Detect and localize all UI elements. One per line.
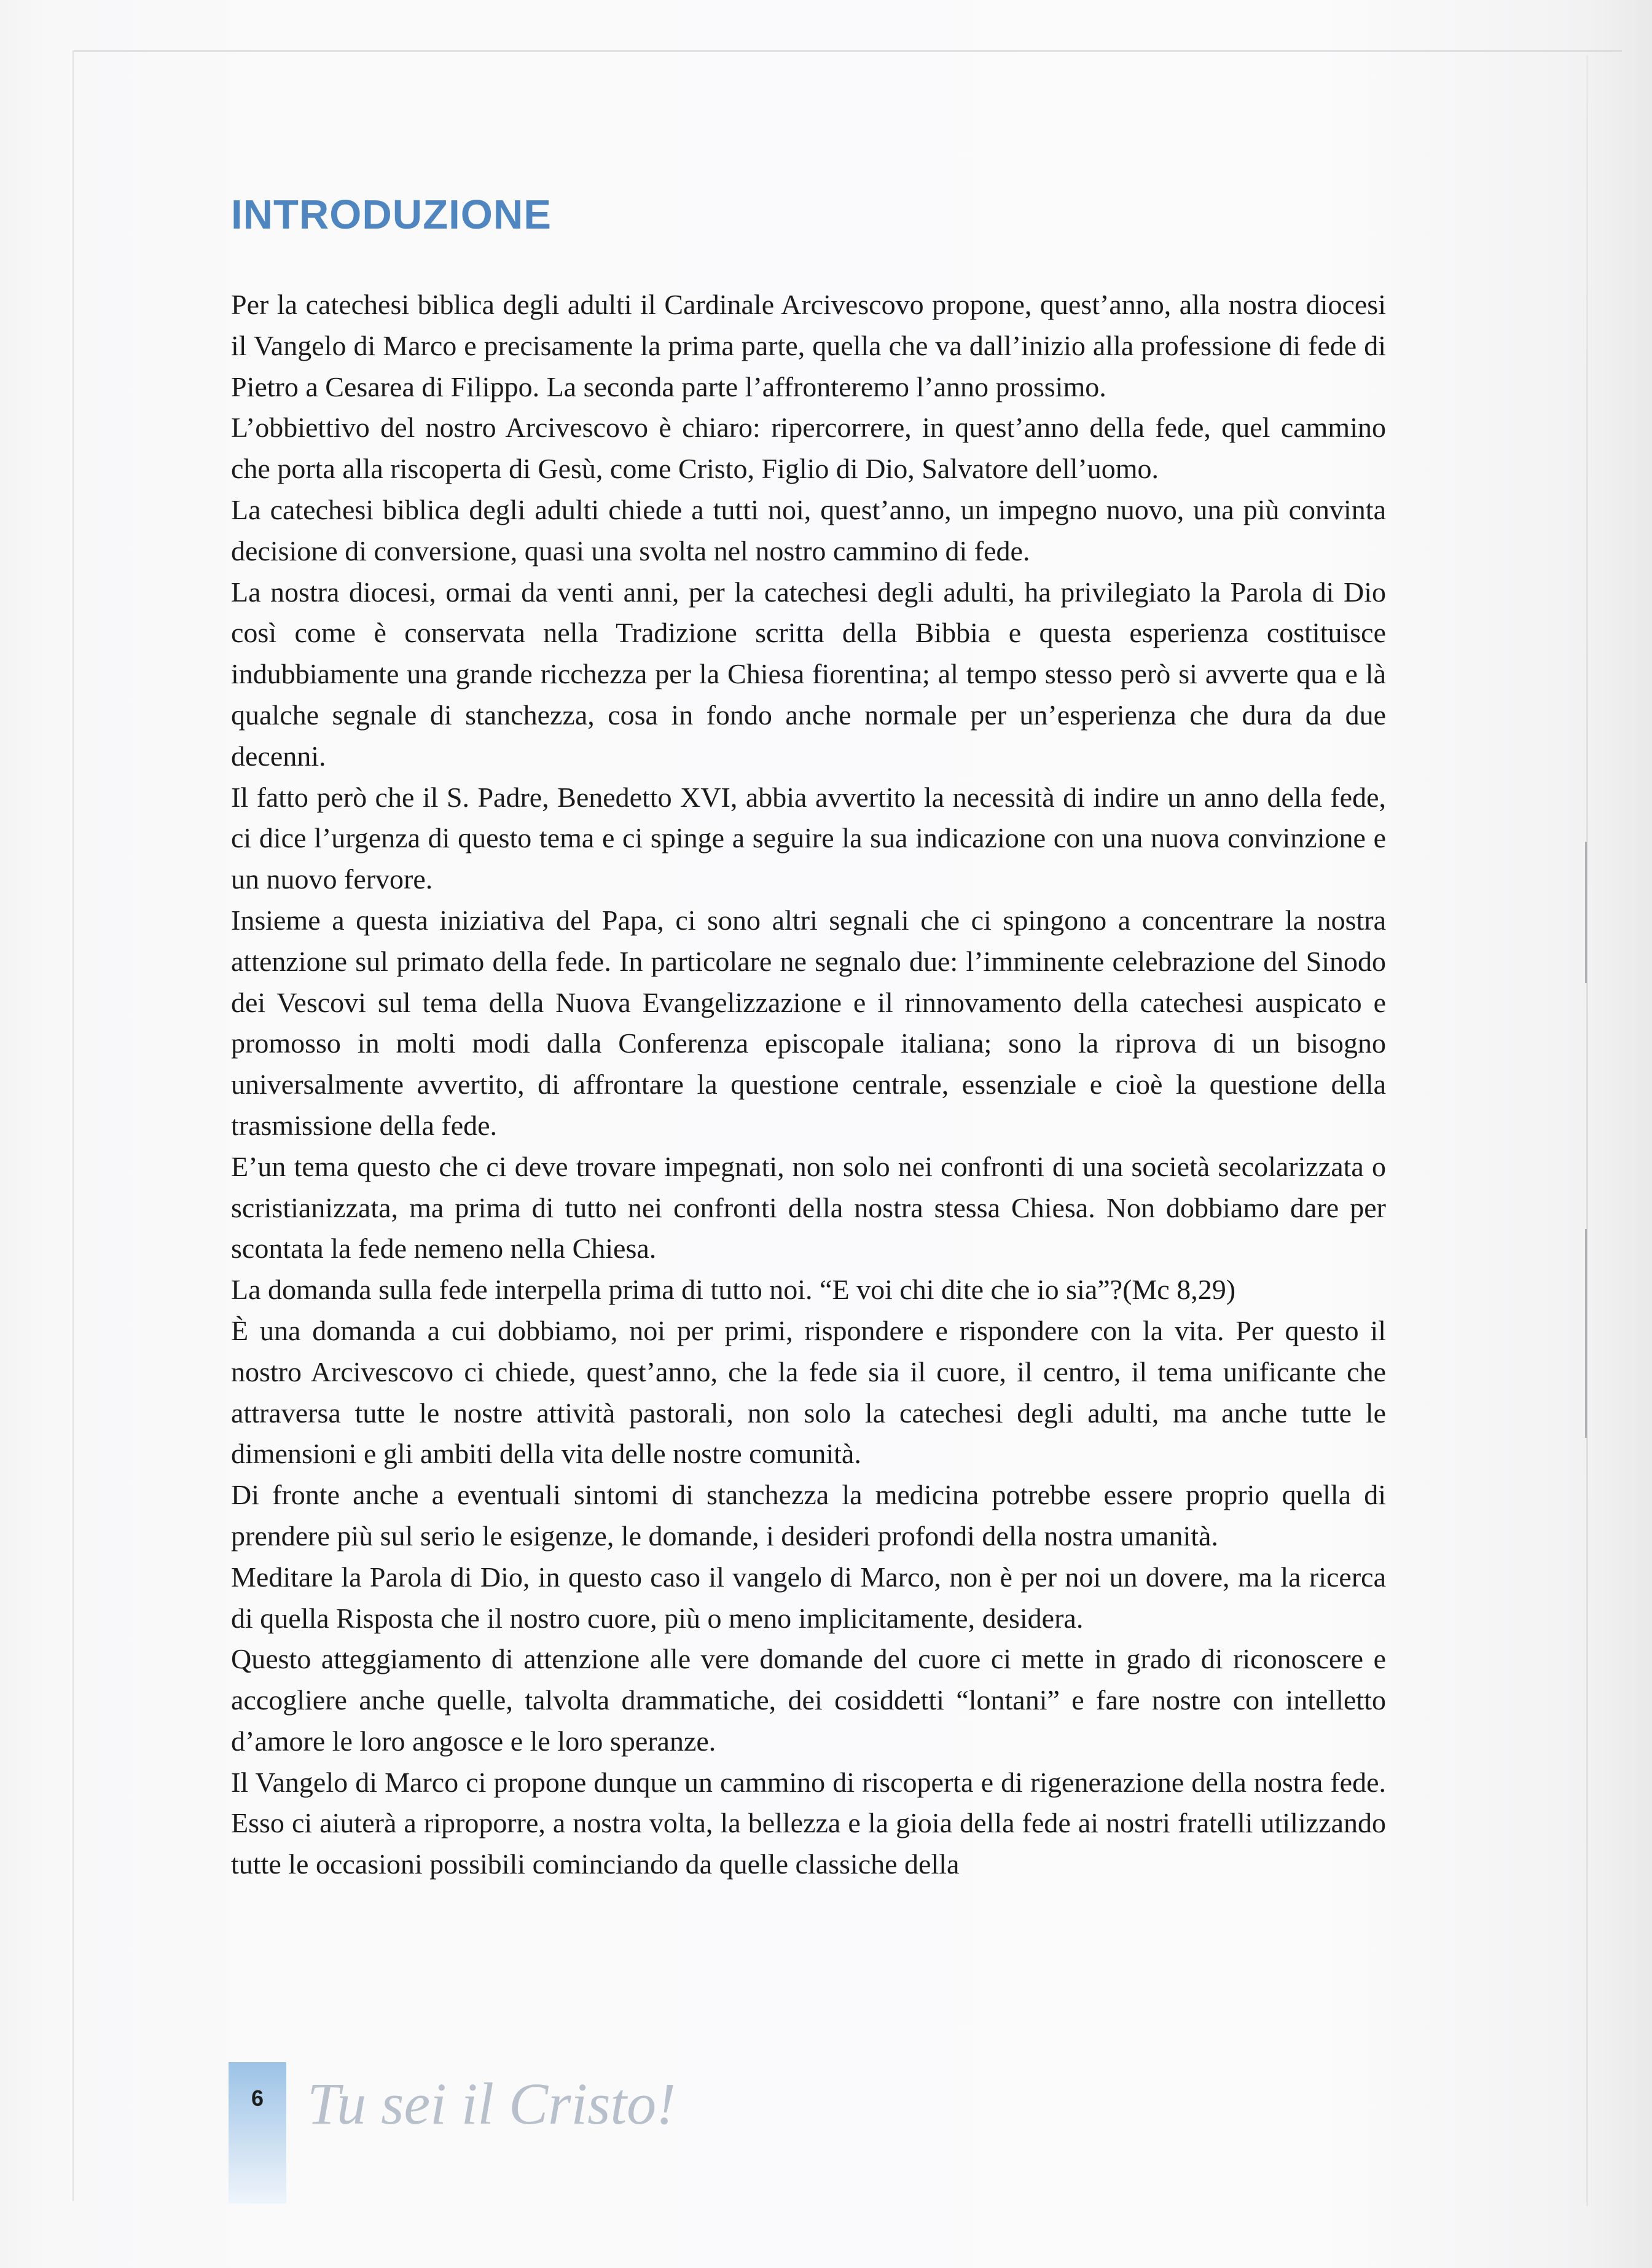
introduction-body	[231, 284, 1386, 1885]
margin-mark	[1585, 1229, 1587, 1438]
paragraph: Il Vangelo di Marco ci propone dunque un cammino di riscoperta e di rigenerazione della nostra fede. Esso ci aiuterà a riproporre, a nostra volta, la bellezza e la gioia della fede ai nostri fratelli utilizzando tutte le occasioni possibili cominciando da quelle classiche della	[231, 1766, 1386, 1880]
page-number: 6	[251, 2086, 264, 2111]
page-title: INTRODUZIONE	[231, 192, 552, 238]
paragraph: Meditare la Parola di Dio, in questo caso il vangelo di Marco, non è per noi un dovere, ma la ricerca di quella Risposta che il nostro cuore, più o meno implicitamente, desidera.	[231, 1561, 1386, 1634]
book-title: Tu sei il Cristo!	[307, 2071, 676, 2137]
page-number-tab	[229, 2062, 286, 2203]
paragraph: Di fronte anche a eventuali sintomi di stanchezza la medicina potrebbe essere proprio quella di prendere più sul serio le esigenze, le domande, i desideri profondi della nostra umanità.	[231, 1479, 1386, 1552]
paragraph: Questo atteggiamento di attenzione alle vere domande del cuore ci mette in grado di riconoscere e accogliere anche quelle, talvolta drammatiche, dei cosiddetti “lontani” e fare nostre con intelletto d’amore le loro angosce e le loro speranze.	[231, 1643, 1386, 1757]
page-left-edge	[72, 50, 74, 2201]
page-top-edge	[74, 50, 1622, 52]
paragraph: Il fatto però che il S. Padre, Benedetto XVI, abbia avvertito la necessità di indire un anno della fede, ci dice l’urgenza di questo tema e ci spinge a seguire la sua indicazione con una nuova convinzione e un nuovo fervore.	[231, 781, 1386, 895]
paragraph: La nostra diocesi, ormai da venti anni, per la catechesi degli adulti, ha privilegiato la Parola di Dio così come è conservata nella Tradizione scritta della Bibbia e questa esperienza costituisce indubbiamente una grande ricchezza per la Chiesa fiorentina; al tempo stesso però si avverte qua e là qualche segnale di stanchezza, cosa in fondo anche normale per un’esperienza che dura da due decenni.	[231, 576, 1386, 772]
paragraph: La domanda sulla fede interpella prima di tutto noi. “E voi chi dite che io sia”?(Mc 8,29)	[231, 1274, 1236, 1306]
paragraph: Insieme a questa iniziativa del Papa, ci sono altri segnali che ci spingono a concentrare la nostra attenzione sul primato della fede. In particolare ne segnalo due: l’imminente celebrazione del Sinodo dei Vescovi sul tema della Nuova Evangelizzazione e il rinnovamento della catechesi auspicato e promosso in molti modi dalla Conferenza episcopale italiana; sono la riprova di un bisogno universalmente avvertito, di affrontare la questione centrale, essenziale e cioè la questione della trasmissione della fede.	[231, 904, 1386, 1141]
paragraph: E’un tema questo che ci deve trovare impegnati, non solo nei confronti di una società secolarizzata o scristianizzata, ma prima di tutto nei confronti della nostra stessa Chiesa. Non dobbiamo dare per scontata la fede nemeno nella Chiesa.	[231, 1150, 1386, 1265]
paragraph: Per la catechesi biblica degli adulti il Cardinale Arcivescovo propone, quest’anno, alla nostra diocesi il Vangelo di Marco e precisamente la prima parte, quella che va dall’inizio alla professione di fede di Pietro a Cesarea di Filippo. La seconda parte l’affronteremo l’anno prossimo.	[231, 289, 1386, 402]
page-footer	[229, 2062, 1089, 2203]
margin-mark	[1585, 842, 1587, 983]
page-fold-line	[1586, 55, 1588, 2206]
paragraph: La catechesi biblica degli adulti chiede a tutti noi, quest’anno, un impegno nuovo, una più convinta decisione di conversione, quasi una svolta nel nostro cammino di fede.	[231, 493, 1386, 567]
paragraph: L’obbiettivo del nostro Arcivescovo è chiaro: ripercorrere, in quest’anno della fede, quel cammino che porta alla riscoperta di Gesù, come Cristo, Figlio di Dio, Salvatore dell’uomo.	[231, 412, 1386, 485]
paragraph: È una domanda a cui dobbiamo, noi per primi, rispondere e rispondere con la vita. Per questo il nostro Arcivescovo ci chiede, quest’anno, che la fede sia il cuore, il centro, il tema unificante che attraversa tutte le nostre attività pastorali, non solo la catechesi degli adulti, ma anche tutte le dimensioni e gli ambiti della vita delle nostre comunità.	[231, 1314, 1386, 1470]
